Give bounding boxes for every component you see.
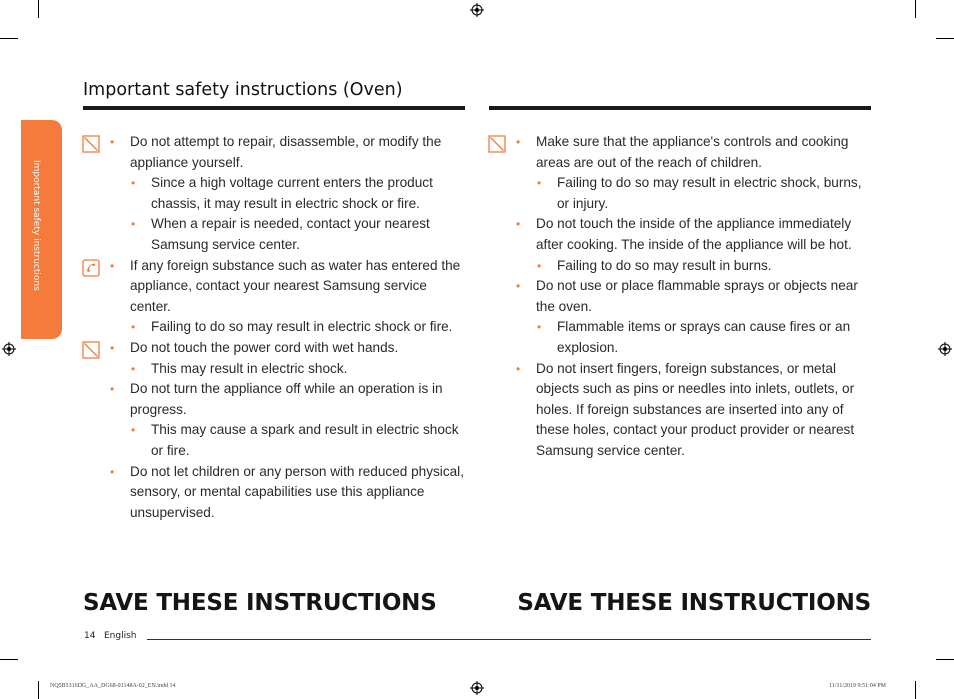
print-file-info: NQ5B5316DG_AA_DG68-01148A-02_EN.indd 14 — [50, 683, 176, 689]
sub-bullet-item — [82, 173, 467, 214]
sub-bullet-item — [82, 420, 467, 461]
item-text: Do not touch the inside of the appliance immediately after cooking. The inside of the appliance will be hot. — [536, 216, 852, 252]
registration-mark-icon — [2, 342, 16, 356]
sub-bullet-item — [82, 317, 467, 338]
bullet-item — [82, 338, 467, 359]
crop-mark — [936, 38, 954, 39]
sub-bullet-item — [82, 359, 467, 380]
crop-mark — [936, 659, 954, 660]
bullet-item — [82, 132, 467, 173]
bullet-dot-icon: • — [131, 320, 136, 335]
item-text: Do not turn the appliance off while an operation is in progress. — [130, 381, 443, 417]
item-text: This may cause a spark and result in electric shock or fire. — [151, 422, 459, 458]
side-tab-label: Important safety instructions — [31, 160, 41, 291]
bullet-item — [82, 462, 467, 524]
bullet-item — [488, 214, 873, 255]
item-text: Do not let children or any person with reduced physical, sensory, or mental capabilities use this appliance unsupervised. — [130, 463, 464, 520]
safety-block — [82, 132, 467, 256]
item-text: Flammable items or sprays can cause fires or an explosion. — [557, 319, 851, 355]
crop-mark — [0, 659, 18, 660]
heading-rule-right — [489, 106, 871, 110]
bullet-dot-icon: • — [110, 135, 115, 149]
item-text: Make sure that the appliance's controls and cooking areas are out of the reach of children. — [536, 134, 849, 170]
bullet-item — [488, 276, 873, 317]
bullet-dot-icon: • — [110, 464, 115, 479]
bullet-dot-icon: • — [537, 320, 542, 335]
item-text: Do not insert fingers, foreign substances, or metal objects such as pins or needles into inlets, outlets, or holes. If foreign substances are inserted into any of these holes, contact your product provider or nearest Samsung service center. — [536, 360, 855, 458]
bullet-dot-icon: • — [110, 340, 115, 355]
bullet-dot-icon: • — [516, 135, 521, 149]
crop-mark — [38, 0, 39, 18]
safety-block — [488, 132, 873, 462]
bullet-dot-icon: • — [516, 217, 521, 232]
bullet-item — [488, 359, 873, 462]
page-language: English — [104, 631, 137, 641]
item-text: If any foreign substance such as water has entered the appliance, contact your nearest Samsung service center. — [130, 257, 461, 314]
bullet-dot-icon: • — [131, 423, 136, 438]
sub-bullet-item — [488, 317, 873, 358]
item-text: Since a high voltage current enters the product chassis, it may result in electric shock or fire. — [151, 175, 433, 211]
item-text: Failing to do so may result in electric shock or fire. — [151, 319, 453, 335]
safety-block — [82, 256, 467, 338]
item-text: This may result in electric shock. — [151, 360, 348, 376]
print-timestamp: 11/11/2019 9:51:04 PM — [829, 683, 886, 689]
page-number: 14 — [84, 631, 96, 641]
item-text: Do not use or place flammable sprays or objects near the oven. — [536, 278, 858, 314]
sub-bullet-item — [488, 173, 873, 214]
registration-mark-icon — [470, 681, 484, 695]
bullet-dot-icon: • — [537, 258, 542, 273]
crop-mark — [0, 38, 18, 39]
item-text: Do not touch the power cord with wet hands. — [130, 339, 399, 355]
item-text: Failing to do so may result in electric shock, burns, or injury. — [557, 175, 862, 211]
bullet-dot-icon: • — [131, 217, 136, 232]
bullet-item — [82, 379, 467, 420]
section-title: Important safety instructions (Oven) — [83, 80, 403, 100]
bullet-dot-icon: • — [516, 279, 521, 294]
save-instructions-left: SAVE THESE INSTRUCTIONS — [83, 590, 437, 616]
right-column — [488, 132, 873, 462]
side-section-tab — [21, 120, 62, 339]
bullet-item — [82, 256, 467, 318]
sub-bullet-item — [82, 214, 467, 255]
left-column — [82, 132, 467, 523]
bullet-dot-icon: • — [537, 176, 542, 191]
bullet-dot-icon: • — [110, 258, 115, 273]
footer-rule — [147, 639, 871, 640]
bullet-dot-icon: • — [110, 382, 115, 397]
item-text: When a repair is needed, contact your nearest Samsung service center. — [151, 216, 430, 252]
bullet-item — [488, 132, 873, 173]
crop-mark — [915, 0, 916, 18]
bullet-dot-icon: • — [516, 361, 521, 376]
bullet-dot-icon: • — [131, 176, 136, 191]
sub-bullet-item — [488, 256, 873, 277]
crop-mark — [915, 681, 916, 699]
registration-mark-icon — [938, 342, 952, 356]
heading-rule-left — [83, 106, 465, 110]
item-text: Do not attempt to repair, disassemble, or modify the appliance yourself. — [130, 134, 442, 170]
save-instructions-right: SAVE THESE INSTRUCTIONS — [517, 590, 871, 616]
item-text: Failing to do so may result in burns. — [557, 257, 772, 273]
safety-block — [82, 338, 467, 523]
registration-mark-icon — [470, 3, 484, 17]
crop-mark — [38, 681, 39, 699]
bullet-dot-icon: • — [131, 361, 136, 376]
